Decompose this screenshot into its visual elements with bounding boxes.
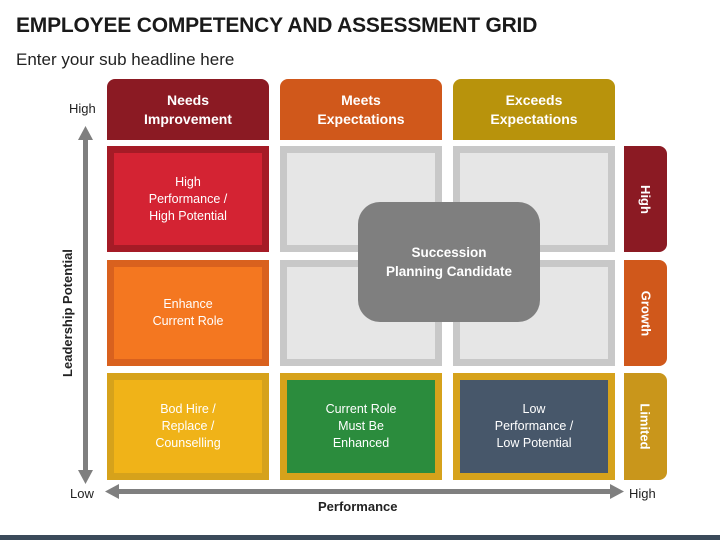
x-axis-high-label: High: [629, 486, 656, 501]
cell-text-enhance-current-role: Enhance Current Role: [114, 267, 262, 359]
row-label-growth-text: Growth: [638, 290, 653, 336]
column-header-exceeds-expectations: Exceeds Expectations: [453, 79, 615, 140]
cell-text-low-performance: Low Performance / Low Potential: [460, 380, 608, 473]
y-axis-arrowhead-top: [78, 126, 93, 140]
y-axis-line: [83, 138, 88, 470]
x-axis-arrowhead-right: [610, 484, 624, 499]
x-axis-line: [118, 489, 612, 494]
y-axis-high-label: High: [69, 101, 96, 116]
succession-planning-box: Succession Planning Candidate: [358, 202, 540, 322]
cell-text-current-role: Current Role Must Be Enhanced: [287, 380, 435, 473]
row-label-high-text: High: [637, 184, 653, 214]
y-axis-title: Leadership Potential: [60, 249, 75, 377]
y-axis-arrowhead-bottom: [78, 470, 93, 484]
cell-text-bod-hire: Bod Hire / Replace / Counselling: [114, 380, 262, 473]
column-header-needs-improvement: Needs Improvement: [107, 79, 269, 140]
page-subtitle: Enter your sub headline here: [16, 50, 235, 69]
footer-bar: [0, 535, 720, 540]
x-axis-arrowhead-left: [105, 484, 119, 499]
x-axis-low-label: Low: [70, 486, 94, 501]
x-axis-title: Performance: [318, 499, 398, 514]
cell-text-high-performance: High Performance / High Potential: [114, 153, 262, 245]
row-label-limited-text: Limited: [638, 403, 654, 450]
page-title: EMPLOYEE COMPETENCY AND ASSESSMENT GRID: [16, 14, 538, 37]
column-header-meets-expectations: Meets Expectations: [280, 79, 442, 140]
